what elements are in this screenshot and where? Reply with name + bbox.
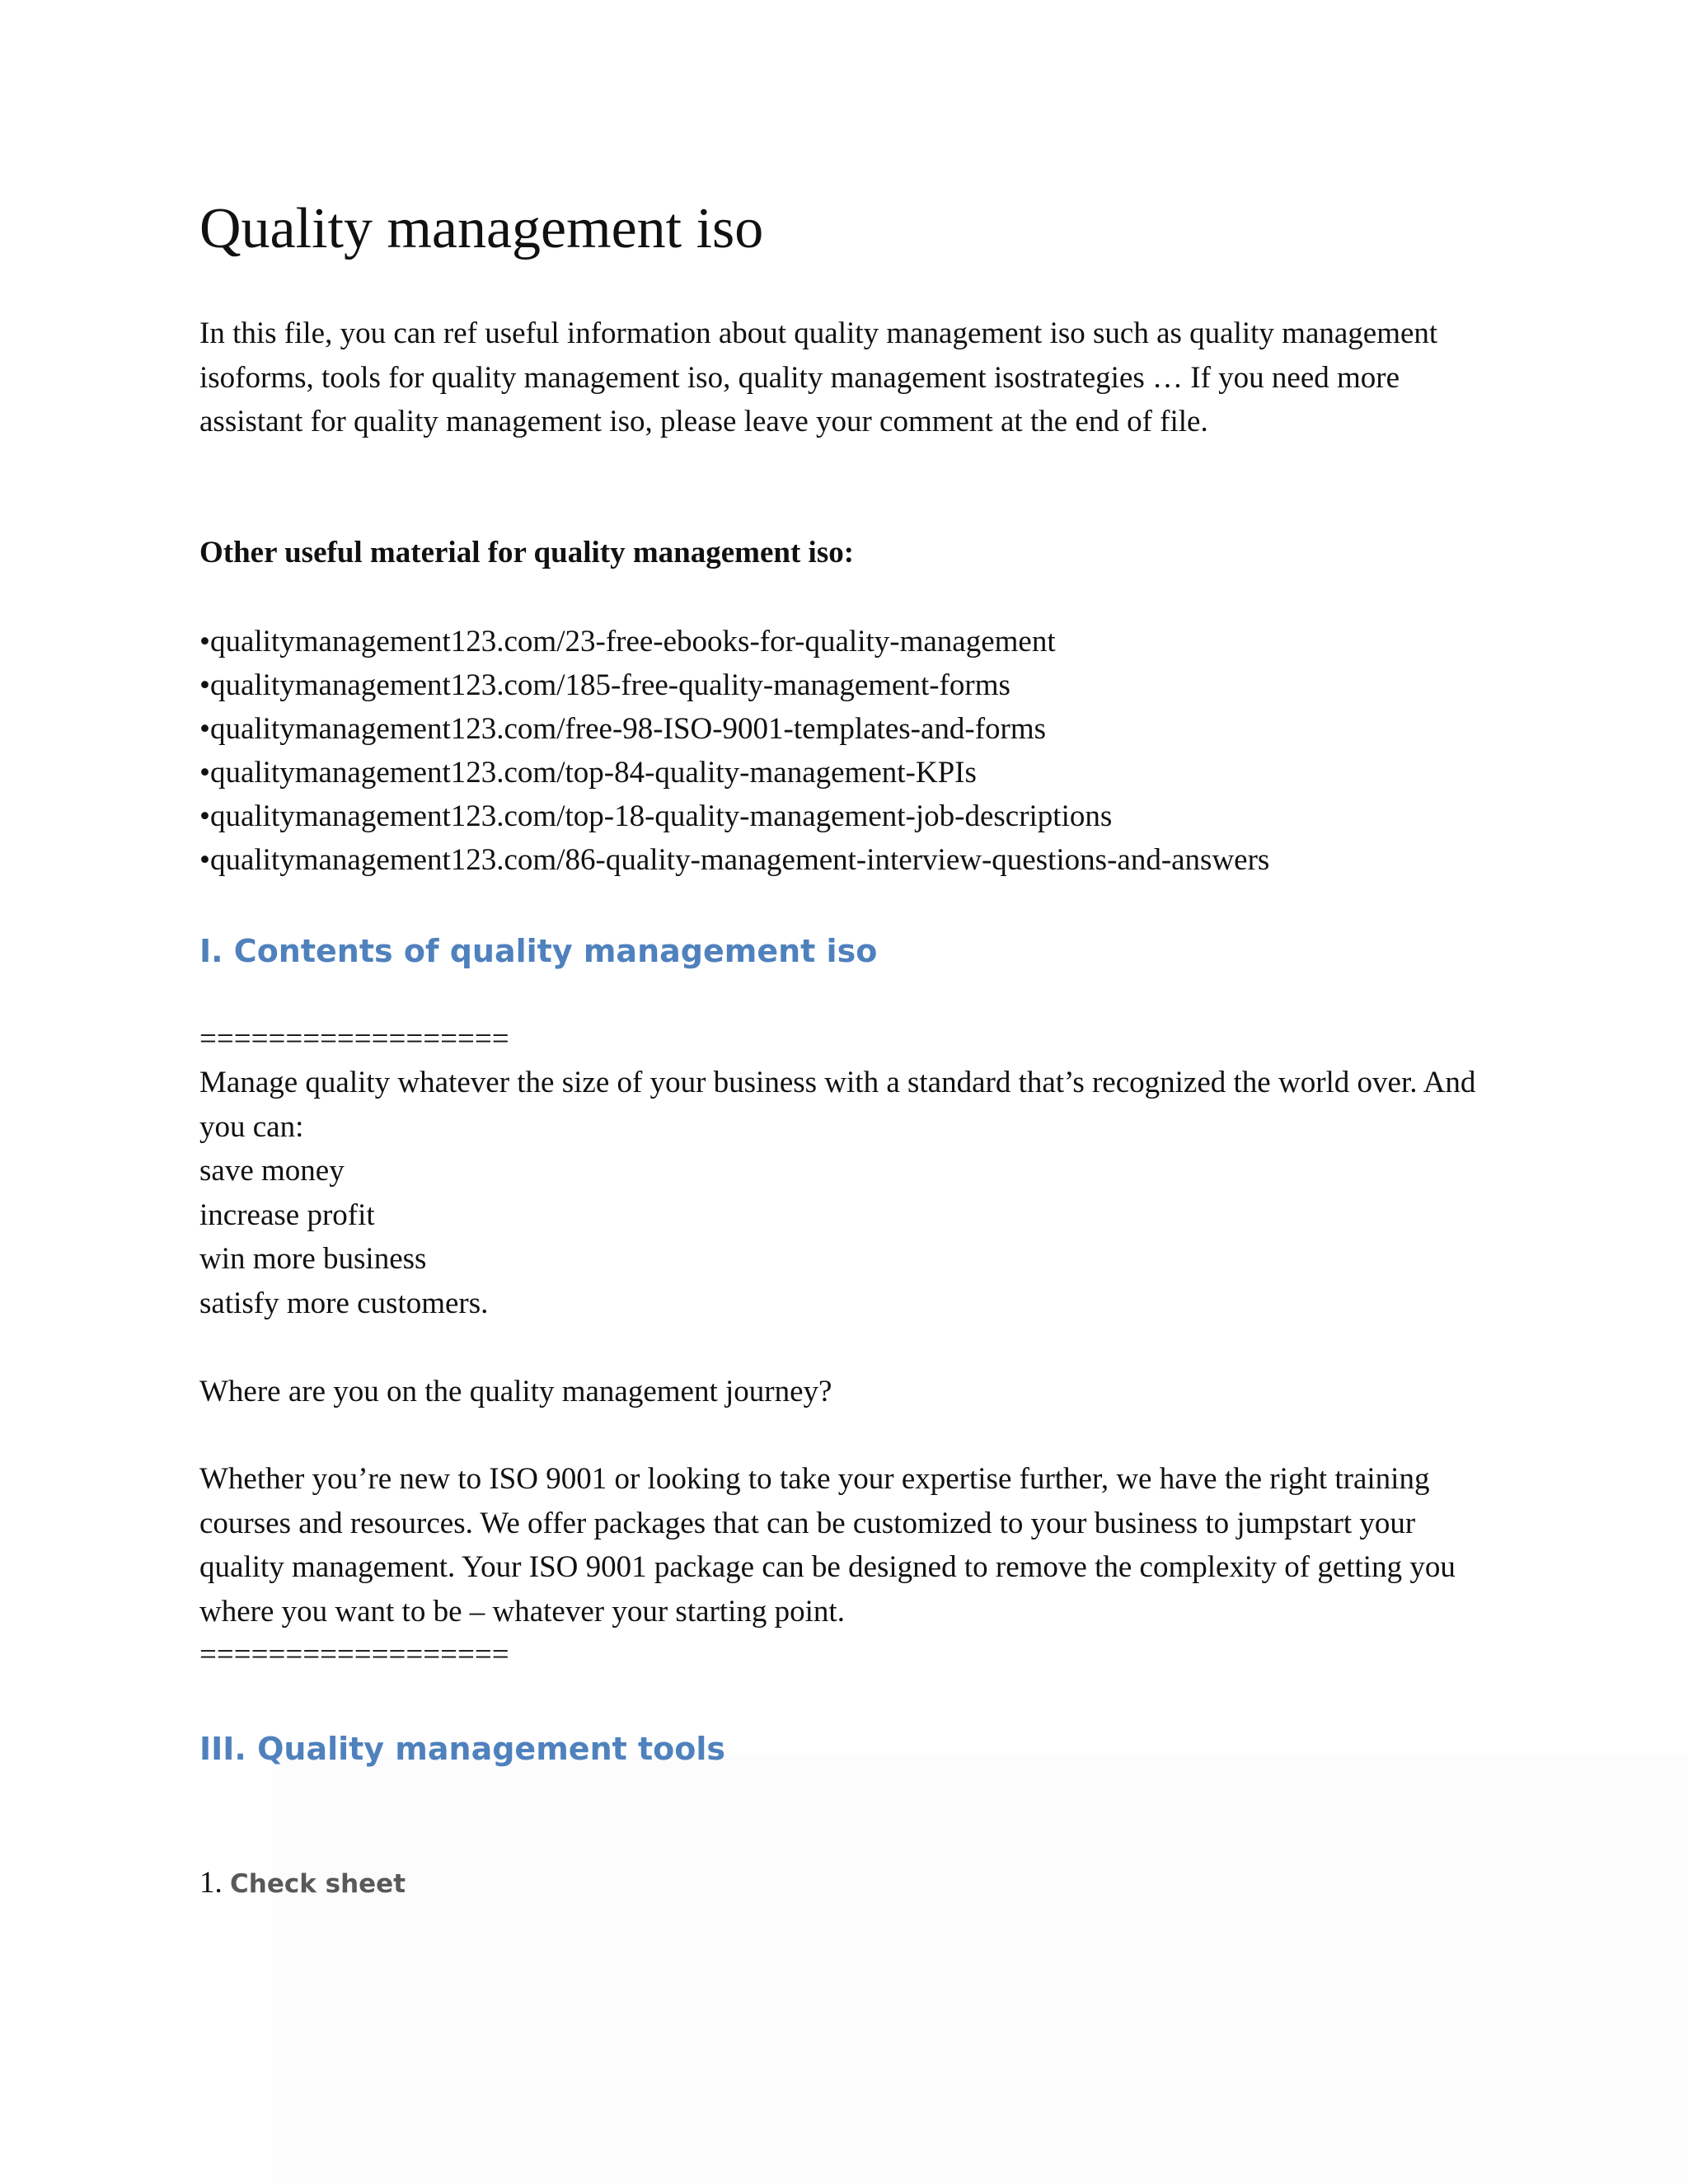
- tool-item-check-sheet: [199, 1861, 1502, 1906]
- separator-top: ==================: [199, 1022, 509, 1056]
- resource-link[interactable]: • qualitymanagement123.com/top-18-quality-management-job-descriptions: [199, 794, 1502, 838]
- benefit-item: save money: [199, 1154, 345, 1188]
- benefit-item: increase profit: [199, 1197, 375, 1232]
- training-paragraph: Whether you’re new to ISO 9001 or looking to take your expertise further, we have the right training courses and resources. We offer packages that can be customized to your business to jumpstart your quality management. Your ISO 9001 package can be designed to remove the complexity of getting you where you want to be – whatever your starting point.: [199, 1462, 1456, 1629]
- tool-label: Check sheet: [230, 1869, 406, 1899]
- manage-quality-text: Manage quality whatever the size of your business with a standard that’s recognized the world over. And you can:: [199, 1066, 1476, 1144]
- resource-link-list: [199, 620, 1502, 882]
- benefit-item: satisfy more customers.: [199, 1286, 489, 1320]
- resource-link[interactable]: • qualitymanagement123.com/86-quality-management-interview-questions-and-answers: [199, 838, 1502, 882]
- journey-question: Where are you on the quality management journey?: [199, 1375, 832, 1408]
- separator-bottom: ==================: [199, 1638, 509, 1671]
- section-heading-contents: I. Contents of quality management iso: [199, 933, 878, 969]
- benefit-item: win more business: [199, 1242, 427, 1276]
- page-title: Quality management iso: [199, 197, 764, 260]
- section-heading-tools: III. Quality management tools: [199, 1731, 726, 1767]
- resource-link[interactable]: • qualitymanagement123.com/top-84-quality-management-KPIs: [199, 751, 1502, 794]
- other-material-heading: Other useful material for quality management iso:: [199, 536, 855, 569]
- resource-link[interactable]: • qualitymanagement123.com/free-98-ISO-9001-templates-and-forms: [199, 707, 1502, 751]
- tool-number: 1.: [199, 1866, 223, 1900]
- resource-link[interactable]: • qualitymanagement123.com/23-free-ebooks-for-quality-management: [199, 620, 1502, 663]
- resource-link[interactable]: • qualitymanagement123.com/185-free-quality-management-forms: [199, 663, 1502, 707]
- intro-paragraph: In this file, you can ref useful information about quality management iso such as quality management isoforms, tools for quality management iso, quality management isostrategies … If you need more assistant for quality management iso, please leave your comment at the end of file.: [199, 316, 1438, 438]
- background-tint: [272, 1755, 1688, 2184]
- contents-block: [199, 1061, 1502, 1325]
